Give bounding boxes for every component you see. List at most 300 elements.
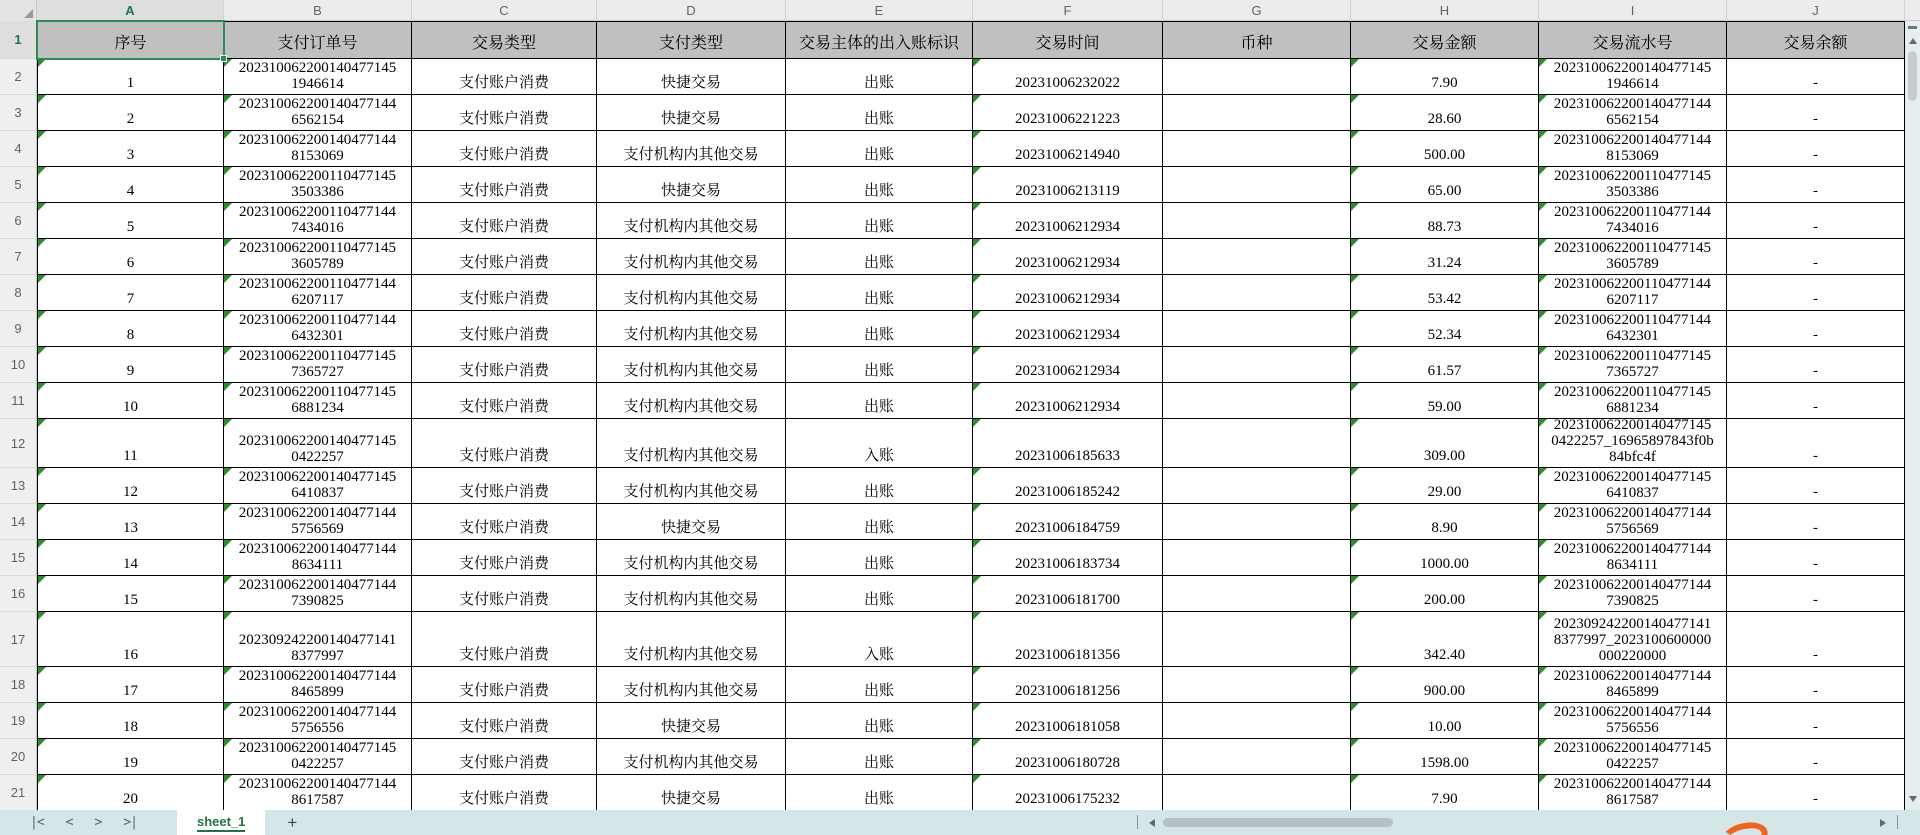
cell[interactable] — [1351, 239, 1539, 275]
cell[interactable] — [224, 667, 412, 703]
cell[interactable] — [1351, 612, 1539, 667]
cell[interactable] — [1351, 540, 1539, 576]
cell[interactable] — [1351, 576, 1539, 612]
column-header-e[interactable]: E — [786, 0, 973, 21]
header-cell[interactable] — [597, 21, 786, 59]
cell[interactable] — [1727, 347, 1905, 383]
row-number-19[interactable]: 19 — [0, 703, 37, 739]
cell[interactable] — [37, 347, 224, 383]
cell[interactable] — [224, 131, 412, 167]
cell[interactable] — [786, 504, 973, 540]
cell[interactable] — [973, 612, 1163, 667]
cell[interactable] — [224, 612, 412, 667]
cell[interactable] — [973, 239, 1163, 275]
last-sheet-button[interactable]: >| — [123, 815, 137, 830]
cell[interactable] — [224, 203, 412, 239]
cell-text: 29.00 — [1427, 484, 1462, 500]
cell[interactable] — [1163, 468, 1351, 504]
cell[interactable] — [973, 504, 1163, 540]
cell[interactable] — [37, 203, 224, 239]
cell[interactable] — [412, 612, 597, 667]
row-number-18[interactable]: 18 — [0, 667, 37, 703]
cell[interactable] — [973, 167, 1163, 203]
cell[interactable] — [786, 419, 973, 468]
cell[interactable] — [37, 612, 224, 667]
error-marker-icon — [1351, 311, 1359, 319]
cell[interactable] — [786, 612, 973, 667]
cell-text: 53.42 — [1427, 291, 1462, 307]
header-cell[interactable] — [1163, 21, 1351, 59]
cell[interactable] — [1539, 383, 1727, 419]
cell[interactable] — [1163, 739, 1351, 775]
cell[interactable] — [412, 275, 597, 311]
cell[interactable] — [597, 775, 786, 811]
cell[interactable] — [37, 275, 224, 311]
cell[interactable] — [1351, 203, 1539, 239]
cell[interactable] — [412, 504, 597, 540]
cell[interactable] — [412, 739, 597, 775]
cell[interactable] — [597, 504, 786, 540]
cell[interactable] — [1539, 95, 1727, 131]
column-header-c[interactable]: C — [412, 0, 597, 21]
cell[interactable] — [1163, 239, 1351, 275]
header-cell[interactable] — [1351, 21, 1539, 59]
cell[interactable] — [412, 775, 597, 811]
row-number-21[interactable]: 21 — [0, 775, 37, 811]
cell[interactable] — [1163, 59, 1351, 95]
cell[interactable] — [1539, 612, 1727, 667]
cell[interactable] — [1351, 131, 1539, 167]
cell[interactable] — [1727, 239, 1905, 275]
cell[interactable] — [1351, 383, 1539, 419]
cell[interactable] — [37, 419, 224, 468]
cell[interactable] — [786, 275, 973, 311]
cell[interactable] — [973, 540, 1163, 576]
cell[interactable] — [1539, 131, 1727, 167]
cell[interactable] — [1163, 540, 1351, 576]
cell[interactable] — [597, 203, 786, 239]
cell[interactable] — [37, 239, 224, 275]
cell[interactable] — [1539, 347, 1727, 383]
vertical-scrollbar[interactable] — [1905, 21, 1920, 810]
scroll-left-icon[interactable] — [1149, 819, 1155, 827]
cell[interactable] — [1163, 203, 1351, 239]
cell[interactable] — [1539, 504, 1727, 540]
cell-text: 2023100622001104771453605789 — [239, 240, 396, 272]
cell[interactable] — [412, 311, 597, 347]
cell[interactable] — [786, 667, 973, 703]
cell-text: 支付账户消费 — [458, 147, 549, 163]
cell[interactable] — [973, 95, 1163, 131]
cell[interactable] — [597, 576, 786, 612]
cell[interactable] — [1727, 612, 1905, 667]
cell[interactable] — [786, 576, 973, 612]
vertical-split-handle[interactable] — [1908, 26, 1917, 29]
cell[interactable] — [412, 576, 597, 612]
row-number-11[interactable]: 11 — [0, 383, 37, 419]
cell[interactable] — [1351, 59, 1539, 95]
column-header-b[interactable]: B — [224, 0, 412, 21]
cell[interactable] — [1351, 504, 1539, 540]
cell[interactable] — [597, 347, 786, 383]
cell-text: 支付机构内其他交易 — [623, 647, 759, 663]
cell[interactable] — [786, 703, 973, 739]
row-number-10[interactable]: 10 — [0, 347, 37, 383]
cell[interactable] — [973, 775, 1163, 811]
cell-text: 支付账户消费 — [458, 399, 549, 415]
error-marker-icon — [38, 59, 46, 67]
cell[interactable] — [973, 59, 1163, 95]
cell[interactable] — [1727, 383, 1905, 419]
row-number-8[interactable]: 8 — [0, 275, 37, 311]
cell[interactable] — [412, 383, 597, 419]
first-sheet-button[interactable]: |< — [30, 815, 44, 830]
cell[interactable] — [597, 739, 786, 775]
cell[interactable] — [597, 275, 786, 311]
cell[interactable] — [37, 383, 224, 419]
cell[interactable] — [1351, 739, 1539, 775]
error-marker-icon — [224, 576, 232, 584]
cell[interactable] — [37, 95, 224, 131]
cell[interactable] — [1163, 612, 1351, 667]
cell-text: 309.00 — [1423, 448, 1466, 464]
cell[interactable] — [1163, 667, 1351, 703]
cell[interactable] — [1727, 504, 1905, 540]
tab-sheet-1[interactable] — [177, 810, 265, 835]
cell[interactable] — [786, 347, 973, 383]
cell[interactable] — [1539, 468, 1727, 504]
cell[interactable] — [597, 468, 786, 504]
column-header-j[interactable]: J — [1727, 0, 1905, 21]
row-number-17[interactable]: 17 — [0, 612, 37, 667]
cell-text: - — [1813, 327, 1818, 343]
cell[interactable] — [1727, 703, 1905, 739]
cell[interactable] — [597, 383, 786, 419]
row-number-12[interactable]: 12 — [0, 419, 37, 468]
cell[interactable] — [412, 540, 597, 576]
row-number-9[interactable]: 9 — [0, 311, 37, 347]
cell[interactable] — [597, 95, 786, 131]
cell[interactable] — [1539, 540, 1727, 576]
scroll-down-icon[interactable] — [1909, 796, 1917, 802]
cell[interactable] — [1351, 95, 1539, 131]
pane-divider — [1897, 815, 1898, 829]
cell[interactable] — [786, 59, 973, 95]
cell[interactable] — [224, 311, 412, 347]
cell[interactable] — [973, 383, 1163, 419]
cell[interactable] — [1727, 576, 1905, 612]
header-cell[interactable] — [1539, 21, 1727, 59]
cell[interactable] — [973, 275, 1163, 311]
cell[interactable] — [1351, 347, 1539, 383]
prev-sheet-button[interactable]: < — [65, 815, 73, 830]
cell-text: 20231006183734 — [1015, 556, 1120, 572]
cell[interactable] — [1727, 775, 1905, 811]
cell[interactable] — [786, 131, 973, 167]
row-number-7[interactable]: 7 — [0, 239, 37, 275]
cell[interactable] — [412, 59, 597, 95]
cell[interactable] — [786, 167, 973, 203]
cell[interactable] — [597, 311, 786, 347]
cell[interactable] — [37, 504, 224, 540]
cell[interactable] — [1539, 667, 1727, 703]
header-cell[interactable] — [412, 21, 597, 59]
cell[interactable] — [412, 703, 597, 739]
error-marker-icon — [973, 468, 981, 476]
row-number-20[interactable]: 20 — [0, 739, 37, 775]
cell[interactable] — [597, 419, 786, 468]
error-marker-icon — [38, 383, 46, 391]
cell[interactable] — [597, 239, 786, 275]
cell[interactable] — [597, 540, 786, 576]
cell[interactable] — [1163, 275, 1351, 311]
cell-text: 2023100622001404771446562154 — [1553, 96, 1712, 128]
cell[interactable] — [37, 311, 224, 347]
cell[interactable] — [1539, 311, 1727, 347]
cell[interactable] — [786, 383, 973, 419]
cell[interactable] — [37, 59, 224, 95]
cell[interactable] — [412, 239, 597, 275]
cell-text: 10.00 — [1427, 719, 1462, 735]
cell[interactable] — [786, 95, 973, 131]
horizontal-scrollbar-thumb[interactable] — [1163, 818, 1393, 827]
error-marker-icon — [1351, 667, 1359, 675]
cell[interactable] — [1351, 167, 1539, 203]
cell[interactable] — [412, 468, 597, 504]
cell[interactable] — [37, 667, 224, 703]
column-header-g[interactable]: G — [1163, 0, 1351, 21]
cell-text: - — [1813, 111, 1818, 127]
cell-text: 出账 — [863, 363, 894, 379]
cell[interactable] — [1539, 419, 1727, 468]
select-all-button[interactable] — [0, 0, 37, 21]
cell[interactable] — [1727, 59, 1905, 95]
cell[interactable] — [973, 347, 1163, 383]
cell[interactable] — [1163, 504, 1351, 540]
cell[interactable] — [973, 576, 1163, 612]
cell[interactable] — [973, 131, 1163, 167]
column-header-h[interactable]: H — [1351, 0, 1539, 21]
header-cell[interactable] — [37, 21, 224, 59]
vertical-scrollbar-thumb[interactable] — [1908, 51, 1917, 101]
cell[interactable] — [973, 468, 1163, 504]
cell[interactable] — [1351, 703, 1539, 739]
cell[interactable] — [1163, 131, 1351, 167]
cell[interactable] — [973, 419, 1163, 468]
cell[interactable] — [224, 504, 412, 540]
cell[interactable] — [1727, 667, 1905, 703]
cell-text: 11 — [123, 448, 138, 464]
column-header-i[interactable]: I — [1539, 0, 1727, 21]
cell[interactable] — [786, 239, 973, 275]
cell[interactable] — [1539, 167, 1727, 203]
cell[interactable] — [1163, 311, 1351, 347]
row-number-14[interactable]: 14 — [0, 504, 37, 540]
row-number-13[interactable]: 13 — [0, 468, 37, 504]
cell-text: 4 — [126, 183, 135, 199]
cell[interactable] — [224, 703, 412, 739]
table-row — [0, 775, 1905, 811]
cell[interactable] — [1163, 576, 1351, 612]
add-sheet-button[interactable]: + — [287, 812, 298, 832]
error-marker-icon — [1539, 131, 1547, 139]
header-cell[interactable] — [1727, 21, 1905, 59]
cell[interactable] — [1539, 239, 1727, 275]
cell[interactable] — [412, 203, 597, 239]
cell[interactable] — [224, 775, 412, 811]
cell[interactable] — [224, 59, 412, 95]
cell-text: 支付机构内其他交易 — [623, 147, 759, 163]
cell[interactable] — [597, 59, 786, 95]
cell[interactable] — [597, 667, 786, 703]
cell[interactable] — [224, 383, 412, 419]
cell[interactable] — [412, 95, 597, 131]
column-header-f[interactable]: F — [973, 0, 1163, 21]
scroll-right-icon[interactable] — [1880, 819, 1886, 827]
cell[interactable] — [786, 203, 973, 239]
row-number-6[interactable]: 6 — [0, 203, 37, 239]
cell[interactable] — [786, 775, 973, 811]
cell[interactable] — [224, 739, 412, 775]
cell[interactable] — [37, 540, 224, 576]
cell[interactable] — [1539, 739, 1727, 775]
cell[interactable] — [1163, 775, 1351, 811]
header-cell[interactable] — [786, 21, 973, 59]
cell-text: 支付账户消费 — [458, 183, 549, 199]
error-marker-icon — [973, 59, 981, 67]
cell[interactable] — [1163, 167, 1351, 203]
row-number-16[interactable]: 16 — [0, 576, 37, 612]
cell-text: 支付机构内其他交易 — [623, 219, 759, 235]
cell[interactable] — [224, 540, 412, 576]
column-header-a[interactable]: A — [37, 0, 224, 21]
cell[interactable] — [37, 703, 224, 739]
header-cell[interactable] — [224, 21, 412, 59]
row-number-5[interactable]: 5 — [0, 167, 37, 203]
cell-text: - — [1813, 399, 1818, 415]
cell[interactable] — [37, 468, 224, 504]
cell[interactable] — [597, 612, 786, 667]
cell[interactable] — [1351, 311, 1539, 347]
cell-text: - — [1813, 183, 1818, 199]
cell[interactable] — [1351, 275, 1539, 311]
cell[interactable] — [1163, 419, 1351, 468]
scroll-up-icon[interactable] — [1909, 38, 1917, 44]
cell[interactable] — [37, 167, 224, 203]
cell[interactable] — [37, 739, 224, 775]
cell[interactable] — [224, 239, 412, 275]
cell[interactable] — [37, 576, 224, 612]
error-marker-icon — [1539, 419, 1547, 427]
cell[interactable] — [973, 667, 1163, 703]
table-row — [0, 612, 1905, 667]
cell[interactable] — [1163, 703, 1351, 739]
cell[interactable] — [1727, 203, 1905, 239]
cell[interactable] — [1163, 383, 1351, 419]
cell[interactable] — [224, 468, 412, 504]
cell[interactable] — [1351, 667, 1539, 703]
cell[interactable] — [1727, 468, 1905, 504]
cell[interactable] — [412, 347, 597, 383]
row-number-3[interactable]: 3 — [0, 95, 37, 131]
cell-text: 20231006185633 — [1015, 448, 1120, 464]
cell[interactable] — [1539, 576, 1727, 612]
cell[interactable] — [1727, 419, 1905, 468]
cell[interactable] — [973, 311, 1163, 347]
cell[interactable] — [224, 347, 412, 383]
cell[interactable] — [786, 468, 973, 504]
cell[interactable] — [973, 703, 1163, 739]
cell-text: 1598.00 — [1420, 755, 1469, 771]
cell-text: 2023100622001104771447434016 — [239, 204, 396, 236]
cell[interactable] — [412, 667, 597, 703]
cell-text: 200.00 — [1423, 592, 1466, 608]
cell[interactable] — [1539, 703, 1727, 739]
cell[interactable] — [1727, 739, 1905, 775]
cell[interactable] — [1163, 347, 1351, 383]
error-marker-icon — [1351, 612, 1359, 620]
row-number-15[interactable]: 15 — [0, 540, 37, 576]
cell[interactable] — [224, 167, 412, 203]
cell[interactable] — [597, 131, 786, 167]
cell[interactable] — [224, 576, 412, 612]
cell[interactable] — [786, 739, 973, 775]
cell[interactable] — [1539, 59, 1727, 95]
cell[interactable] — [412, 419, 597, 468]
cell[interactable] — [786, 540, 973, 576]
cell[interactable] — [1727, 167, 1905, 203]
cell[interactable] — [597, 167, 786, 203]
cell[interactable] — [1727, 540, 1905, 576]
cell[interactable] — [412, 131, 597, 167]
cell[interactable] — [37, 775, 224, 811]
cell-text: 59.00 — [1427, 399, 1462, 415]
cell[interactable] — [412, 167, 597, 203]
cell[interactable] — [1727, 275, 1905, 311]
cell[interactable] — [1727, 311, 1905, 347]
cell[interactable] — [1539, 775, 1727, 811]
header-cell[interactable] — [973, 21, 1163, 59]
cell[interactable] — [1351, 419, 1539, 468]
cell-text: 支付账户消费 — [458, 255, 549, 271]
next-sheet-button[interactable]: > — [94, 815, 102, 830]
cell[interactable] — [1539, 203, 1727, 239]
cell[interactable] — [37, 131, 224, 167]
error-marker-icon — [224, 612, 232, 620]
cell-text: - — [1813, 683, 1818, 699]
cell[interactable] — [1163, 95, 1351, 131]
cell[interactable] — [224, 419, 412, 468]
cell[interactable] — [224, 95, 412, 131]
cell[interactable] — [1727, 95, 1905, 131]
cell[interactable] — [1539, 275, 1727, 311]
column-header-d[interactable]: D — [597, 0, 786, 21]
cell[interactable] — [597, 703, 786, 739]
cell[interactable] — [1727, 131, 1905, 167]
row-number-4[interactable]: 4 — [0, 131, 37, 167]
cell[interactable] — [224, 275, 412, 311]
cell[interactable] — [973, 739, 1163, 775]
band-filler — [1905, 0, 1920, 20]
cell-text: 31.24 — [1427, 255, 1462, 271]
cell-text: 2023100622001404771451946614 — [238, 60, 397, 92]
cell[interactable] — [786, 311, 973, 347]
cell[interactable] — [973, 203, 1163, 239]
cell[interactable] — [1351, 468, 1539, 504]
row-number-2[interactable]: 2 — [0, 59, 37, 95]
cell[interactable] — [1351, 775, 1539, 811]
row-number-1[interactable]: 1 — [0, 21, 37, 59]
